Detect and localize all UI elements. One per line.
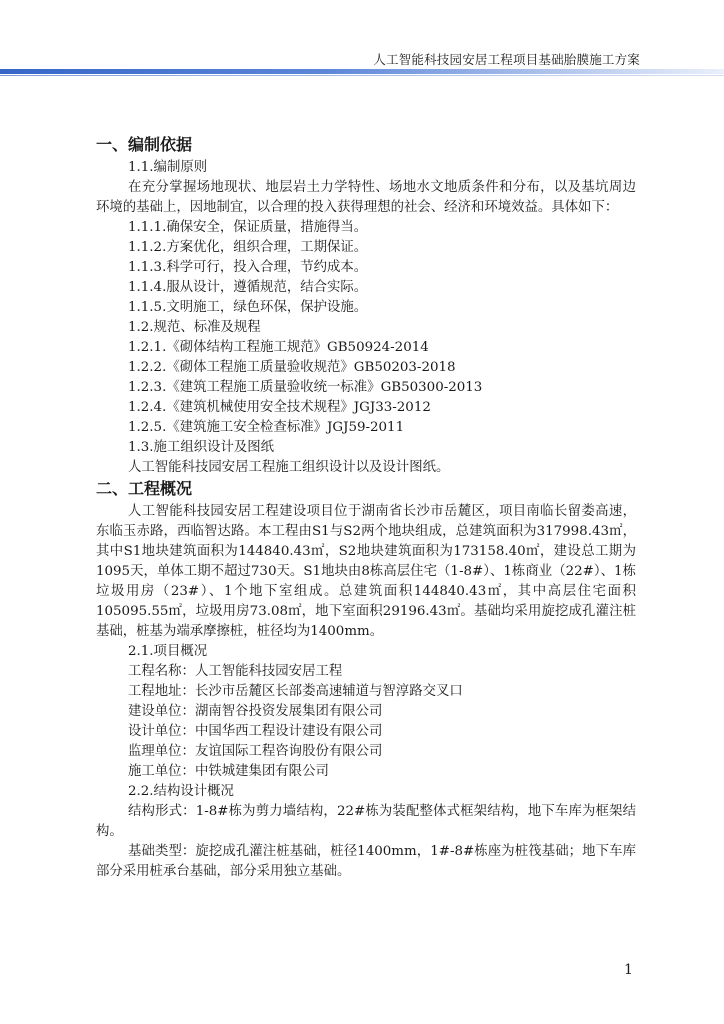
subheading-2-2: 2.2.结构设计概况 bbox=[128, 784, 234, 799]
subheading-1-2: 1.2.规范、标准及规程 bbox=[128, 320, 261, 335]
principle-item: 1.1.1.确保安全，保证质量，措施得当。 bbox=[128, 220, 368, 235]
header-title: 人工智能科技园安居工程项目基础胎膜施工方案 bbox=[373, 52, 640, 67]
project-info-item: 建设单位：湖南智谷投资发展集团有限公司 bbox=[128, 704, 383, 719]
project-info-item: 施工单位：中铁城建集团有限公司 bbox=[128, 764, 329, 779]
header-rule bbox=[0, 69, 724, 74]
intro-paragraph: 在充分掌握场地现状、地层岩土力学特性、场地水文地质条件和分布，以及基坑周边环境的基础上，因地制宜，以合理的投入获得理想的社会、经济和环境效益。具体如下： bbox=[96, 180, 636, 215]
standard-item: 1.2.5.《建筑施工安全检查标准》JGJ59-2011 bbox=[128, 420, 405, 435]
drawings-text: 人工智能科技园安居工程施工组织设计以及设计图纸。 bbox=[128, 460, 450, 475]
project-info-item: 监理单位：友谊国际工程咨询股份有限公司 bbox=[128, 744, 383, 759]
standard-item: 1.2.1.《砌体结构工程施工规范》GB50924-2014 bbox=[128, 340, 429, 355]
foundation-type-paragraph: 基础类型：旋挖成孔灌注桩基础，桩径1400mm，1#-8#栋座为桩筏基础；地下车库部分采用桩承台基础，部分采用独立基础。 bbox=[96, 844, 636, 879]
project-info-item: 工程名称：人工智能科技园安居工程 bbox=[128, 664, 343, 679]
principle-item: 1.1.5.文明施工，绿色环保，保护设施。 bbox=[128, 300, 368, 315]
standard-item: 1.2.2.《砌体工程施工质量验收规范》GB50203-2018 bbox=[128, 360, 456, 375]
overview-paragraph: 人工智能科技园安居工程建设项目位于湖南省长沙市岳麓区，项目南临长留娄高速，东临玉赤路，西临智达路。本工程由S1与S2两个地块组成，总建筑面积为317998.43㎡，其中S1地块建筑面积为144840.43㎡，S2地块建筑面积为173158.40㎡，建设总工期为1095天，单体工期不超过730天。S1地块由8栋高层住宅（1-8#）、1栋商业（22#）、1栋垃圾用房（23#）、1个地下室组成。总建筑面积144840.43㎡，其中高层住宅面积105095.55㎡，垃圾用房73.08㎡，地下室面积29196.43㎡。基础均采用旋挖成孔灌注桩基础，桩基为端承摩擦桩，桩径均为1400mm。 bbox=[96, 504, 636, 639]
subheading-1-3: 1.3.施工组织设计及图纸 bbox=[128, 440, 275, 455]
header-rule-thin bbox=[0, 75, 724, 76]
subheading-1-1: 1.1.编制原则 bbox=[128, 160, 208, 175]
principle-item: 1.1.4.服从设计，遵循规范，结合实际。 bbox=[128, 280, 368, 295]
project-info-item: 设计单位：中国华西工程设计建设有限公司 bbox=[128, 724, 383, 739]
section-heading-1: 一、编制依据 bbox=[96, 135, 193, 154]
document-body bbox=[96, 134, 636, 882]
structure-form-paragraph: 结构形式：1-8#栋为剪力墙结构，22#栋为装配整体式框架结构，地下车库为框架结构。 bbox=[96, 804, 636, 839]
section-heading-2: 二、工程概况 bbox=[96, 479, 193, 498]
page-number: 1 bbox=[624, 962, 633, 978]
standard-item: 1.2.3.《建筑工程施工质量验收统一标准》GB50300-2013 bbox=[128, 380, 483, 395]
standard-item: 1.2.4.《建筑机械使用安全技术规程》JGJ33-2012 bbox=[128, 400, 431, 415]
principle-item: 1.1.3.科学可行，投入合理，节约成本。 bbox=[128, 260, 368, 275]
principle-item: 1.1.2.方案优化，组织合理，工期保证。 bbox=[128, 240, 368, 255]
subheading-2-1: 2.1.项目概况 bbox=[128, 644, 208, 659]
project-info-item: 工程地址：长沙市岳麓区长部娄高速辅道与智淳路交叉口 bbox=[128, 684, 463, 699]
